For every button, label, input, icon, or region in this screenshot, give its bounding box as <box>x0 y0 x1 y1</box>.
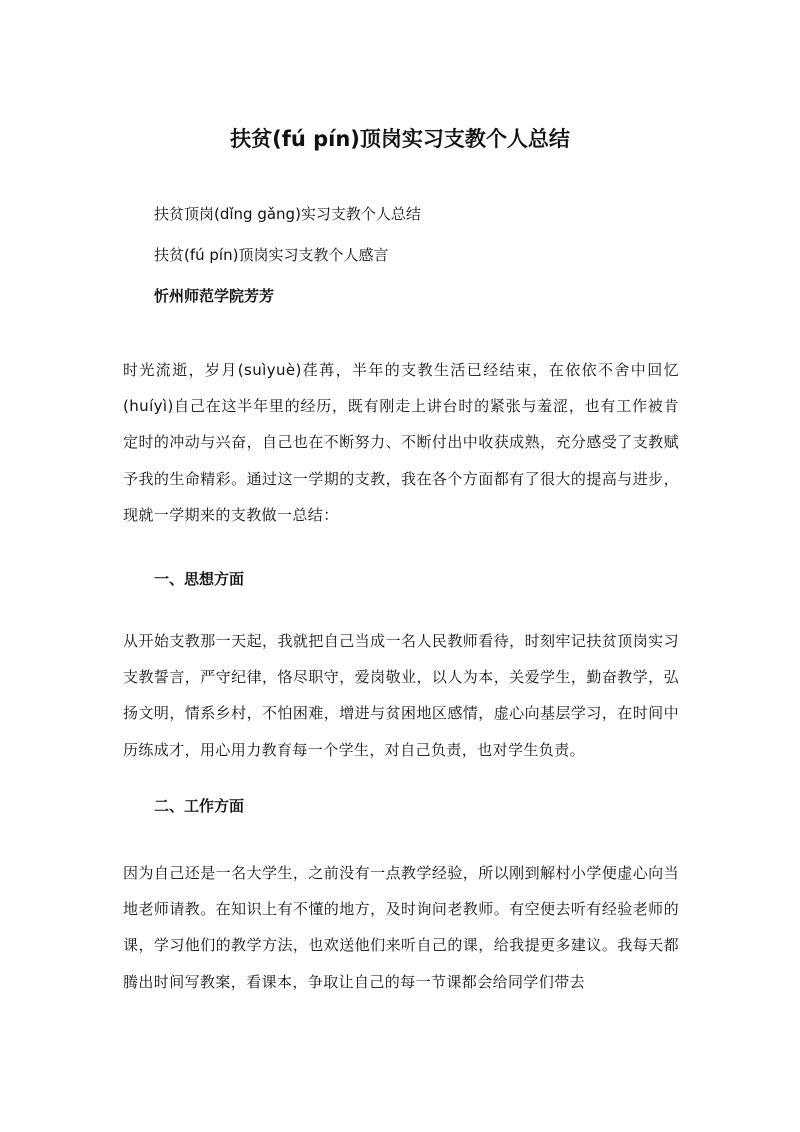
author-line: 忻州师范学院芳芳 <box>154 287 275 305</box>
section-heading-work: 二、工作方面 <box>154 797 245 815</box>
paragraph-thought: 从开始支教那一天起，我就把自己当成一名人民教师看待，时刻牢记扶贫顶岗实习支教誓言，严守纪律，恪尽职守，爱岗敬业，以人为本，关爱学生，勤奋教学，弘扬文明，情系乡村，不怕困难，增进与贫困地区感情，虚心向基层学习，在时间中历练成才，用心用力教育每一个学生，对自己负责，也对学生负责。 <box>123 632 679 759</box>
subtitle-reflection: 扶贫(fú pín)顶岗实习支教个人感言 <box>154 246 389 264</box>
paragraph-work: 因为自己还是一名大学生，之前没有一点教学经验，所以刚到解村小学便虚心向当地老师请教。在知识上有不懂的地方，及时询问老教师。有空便去听有经验老师的课，学习他们的教学方法，也欢送他们来听自己的课，给我提更多建议。我每天都腾出时间写教案，看课本，争取让自己的每一节课都会给同学们带去 <box>123 864 679 991</box>
document-title: 扶贫(fú pín)顶岗实习支教个人总结 <box>230 127 570 151</box>
paragraph-intro: 时光流逝，岁月(suìyuè)荏苒，半年的支教生活已经结束，在依依不舍中回忆(huíyì)自己在这半年里的经历，既有刚走上讲台时的紧张与羞涩，也有工作被肯定时的冲动与兴奋，自己也在不断努力、不断付出中收获成熟，充分感受了支教赋予我的生命精彩。通过这一学期的支教，我在各个方面都有了很大的提高与进步，现就一学期来的支教做一总结： <box>123 361 679 524</box>
section-heading-thought: 一、思想方面 <box>154 570 245 588</box>
subtitle-summary: 扶贫顶岗(dǐng gǎng)实习支教个人总结 <box>154 205 421 223</box>
